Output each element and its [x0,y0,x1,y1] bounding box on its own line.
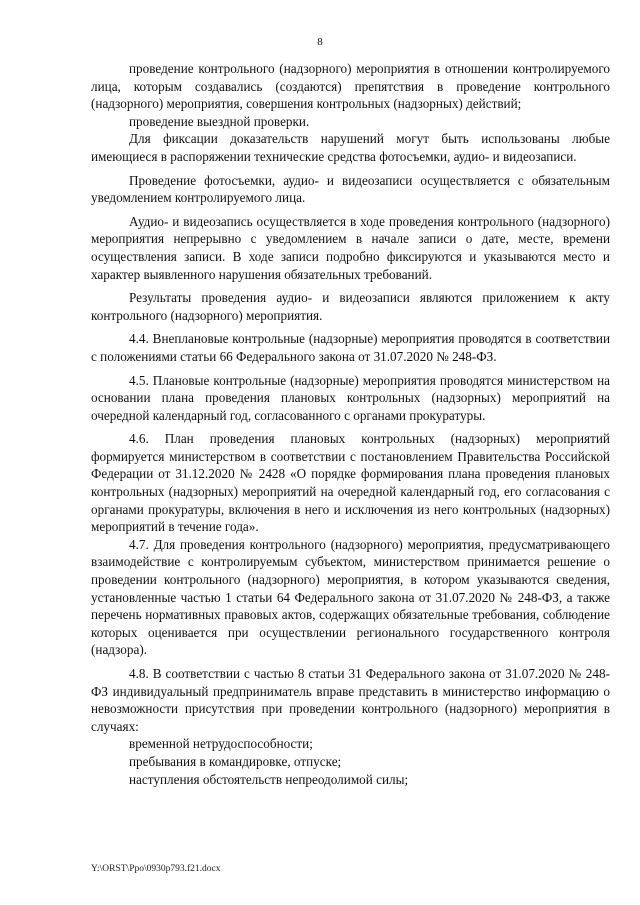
paragraph-4-4: 4.4. Внеплановые контрольные (надзорные) мероприятия проводятся в соответствии с положениями статьи 66 Федерального закона от 31.07.2020 № 248-ФЗ. [91,331,610,364]
paragraph-4-8: 4.8. В соответствии с частью 8 статьи 31 Федерального закона от 31.07.2020 № 248-ФЗ индивидуальный предприниматель вправе представить в министерство информацию о невозможности присутствия при проведении контрольного (надзорного) мероприятия в случаях: [91,666,610,734]
paragraph-3: Для фиксации доказательств нарушений могут быть использованы любые имеющиеся в распоряжении технические средства фотосъемки, аудио- и видеозаписи. [91,131,610,164]
paragraph-1: проведение контрольного (надзорного) мероприятия в отношении контролируемого лица, которым создавались (создаются) препятствия в проведение контрольного (надзорного) мероприятия, совершения контрольных (надзорных) действий; [91,61,610,112]
paragraph-4-7: 4.7. Для проведения контрольного (надзорного) мероприятия, предусматривающего взаимодействие с контролируемым субъектом, министерством принимается решение о проведении контрольного (надзорного) мероприятия, в котором указываются сведения, установленные частью 1 статьи 64 Федерального закона от 31.07.2020 № 248-ФЗ, а также перечень нормативных правовых актов, содержащих обязательные требования, соблюдение которых оценивается при осуществлении регионального государственного контроля (надзора). [91,536,610,658]
paragraph-5: Аудио- и видеозапись осуществляется в ходе проведения контрольного (надзорного) мероприятия непрерывно с уведомлением в начале записи о дате, месте, времени осуществления записи. В ходе записи подробно фиксируются и указываются место и характер выявленного нарушения обязательных требований. [91,213,610,282]
page-number: 8 [317,36,323,48]
paragraph-4-6: 4.6. План проведения плановых контрольных (надзорных) мероприятий формируется министерством в соответствии с постановлением Правительства Российской Федерации от 31.12.2020 № 2428 «О порядке формирования плана проведения плановых контрольных (надзорных) мероприятий на очередной календарный год, его согласования с органами прокуратуры, включения в него и исключения из него контрольных (надзорных) мероприятий в течение года». [91,431,610,535]
paragraph-4: Проведение фотосъемки, аудио- и видеозаписи осуществляется с обязательным уведомлением контролируемого лица. [91,172,610,206]
paragraph-2: проведение выездной проверки. [129,113,310,129]
document-body [91,60,610,788]
list-item-force-majeure: наступления обстоятельств непреодолимой силы; [129,771,409,787]
list-item-business-trip: пребывания в командировке, отпуске; [129,753,342,769]
paragraph-4-5: 4.5. Плановые контрольные (надзорные) мероприятия проводятся министерством на основании плана проведения плановых контрольных (надзорных) мероприятий на очередной календарный год, согласованного с органами прокуратуры. [91,372,610,423]
list-item-sick-leave: временной нетрудоспособности; [129,736,313,752]
footer-file-path: Y:\ORST\Ppo\0930p793.f21.docx [91,864,221,874]
paragraph-6: Результаты проведения аудио- и видеозаписи являются приложением к акту контрольного (надзорного) мероприятия. [91,290,610,323]
